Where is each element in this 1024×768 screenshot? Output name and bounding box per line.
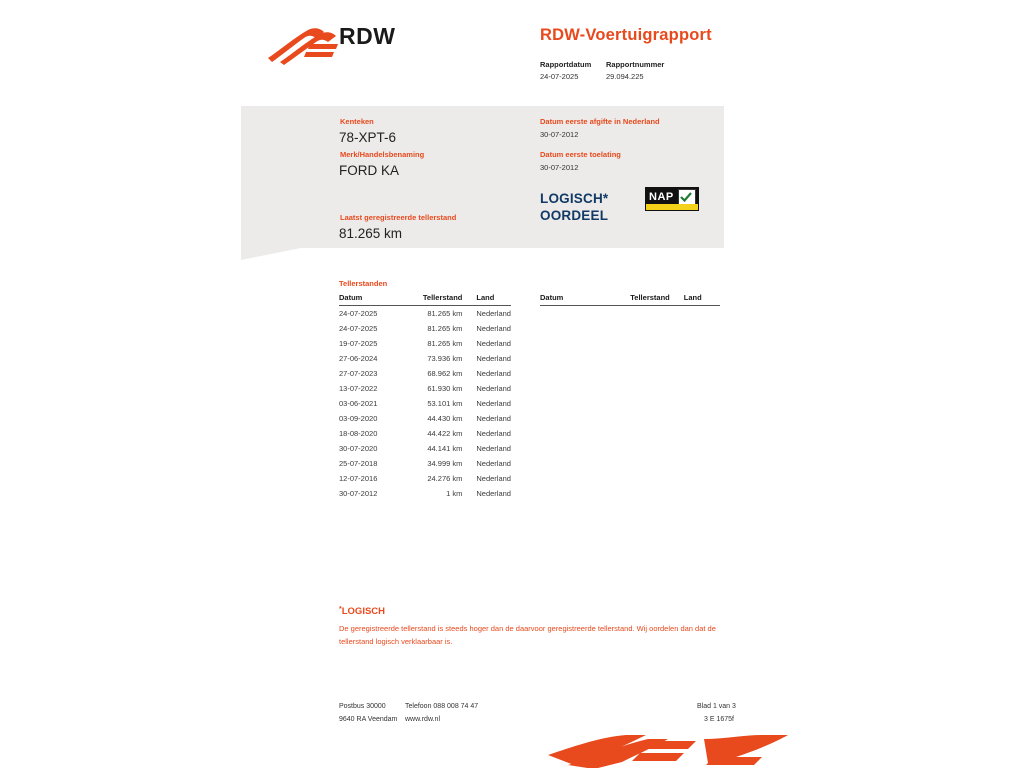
table-row — [339, 306, 511, 322]
cell-datum: 03-06-2021 — [339, 399, 378, 408]
table-row — [339, 321, 511, 336]
laatste-tellerstand-label: Laatst geregistreerde tellerstand — [340, 213, 457, 222]
summary-panel — [241, 106, 724, 248]
cell-datum: 24-07-2025 — [339, 324, 378, 333]
cell-land: Nederland — [476, 459, 511, 468]
footnote-star: * — [339, 606, 342, 613]
cell-tellerstand: 73.936 km — [427, 354, 463, 363]
tellerstanden-table-right — [540, 291, 720, 306]
rdw-arrow-logo-icon — [266, 24, 346, 68]
cell-datum: 27-07-2023 — [339, 369, 378, 378]
cell-datum: 19-07-2025 — [339, 339, 378, 348]
cell-datum: 18-08-2020 — [339, 429, 378, 438]
cell-land: Nederland — [476, 474, 511, 483]
column-header-land: Land — [462, 291, 511, 306]
footnote-title — [339, 606, 385, 617]
column-header-datum: Datum — [540, 291, 605, 306]
nap-badge-stripe — [646, 204, 698, 210]
cell-datum: 25-07-2018 — [339, 459, 378, 468]
table-header-row — [339, 291, 511, 306]
cell-datum: 03-09-2020 — [339, 414, 378, 423]
cell-tellerstand: 1 km — [446, 489, 463, 498]
cell-tellerstand: 34.999 km — [427, 459, 463, 468]
cell-tellerstand: 44.141 km — [427, 444, 463, 453]
footer-website[interactable]: www.rdw.nl — [405, 716, 441, 723]
cell-tellerstand: 81.265 km — [427, 309, 463, 318]
page-title: RDW-Voertuigrapport — [540, 26, 712, 44]
column-header-land: Land — [670, 291, 720, 306]
rapportnummer-value: 29.094.225 — [606, 72, 644, 81]
table-row — [339, 486, 511, 501]
rapportnummer-label: Rapportnummer — [606, 60, 665, 69]
cell-land: Nederland — [476, 309, 511, 318]
footnote-title-text: LOGISCH — [341, 606, 386, 617]
cell-land: Nederland — [476, 339, 511, 348]
cell-land: Nederland — [476, 384, 511, 393]
laatste-tellerstand-value: 81.265 km — [339, 226, 403, 241]
cell-tellerstand: 44.422 km — [427, 429, 463, 438]
cell-tellerstand: 81.265 km — [427, 324, 463, 333]
cell-land: Nederland — [476, 429, 511, 438]
cell-tellerstand: 53.101 km — [427, 399, 463, 408]
tellerstanden-title: Tellerstanden — [339, 279, 388, 288]
tellerstanden-table — [339, 291, 511, 501]
cell-land: Nederland — [476, 324, 511, 333]
cell-land: Nederland — [476, 399, 511, 408]
rapportdatum-value: 24-07-2025 — [540, 72, 579, 81]
eerste-toelating-label: Datum eerste toelating — [540, 150, 621, 159]
column-header-tellerstand: Tellerstand — [401, 291, 463, 306]
nap-badge — [645, 187, 699, 211]
table-row — [339, 351, 511, 366]
merk-label: Merk/Handelsbenaming — [340, 150, 425, 159]
eerste-afgifte-value: 30-07-2012 — [540, 130, 579, 139]
footer-address-line-1: Postbus 30000 — [339, 703, 386, 710]
kenteken-label: Kenteken — [340, 117, 374, 126]
footer-telephone: Telefoon 088 008 74 47 — [405, 703, 479, 710]
merk-value: FORD KA — [339, 163, 400, 178]
brand-name: RDW — [339, 23, 396, 49]
cell-land: Nederland — [476, 354, 511, 363]
cell-datum: 27-06-2024 — [339, 354, 378, 363]
table-row — [339, 456, 511, 471]
rdw-arrow-footer-graphic-icon — [548, 735, 788, 768]
footer-page-number: Blad 1 van 3 — [697, 703, 736, 710]
table-row — [339, 411, 511, 426]
table-row — [339, 381, 511, 396]
cell-tellerstand: 68.962 km — [427, 369, 463, 378]
cell-tellerstand: 61.930 km — [427, 384, 463, 393]
nap-badge-label: NAP — [649, 191, 674, 203]
cell-datum: 24-07-2025 — [339, 309, 378, 318]
cell-datum: 30-07-2012 — [339, 489, 378, 498]
eerste-afgifte-label: Datum eerste afgifte in Nederland — [540, 117, 660, 126]
footer-address-line-2: 9640 RA Veendam — [339, 716, 398, 723]
oordeel-text — [540, 190, 608, 224]
table-row — [339, 426, 511, 441]
cell-tellerstand: 44.430 km — [427, 414, 463, 423]
table-row — [339, 441, 511, 456]
footer-form-code: 3 E 1675f — [704, 716, 734, 723]
table-row — [339, 471, 511, 486]
rapportdatum-label: Rapportdatum — [540, 60, 592, 69]
cell-land: Nederland — [476, 489, 511, 498]
column-header-tellerstand: Tellerstand — [605, 291, 670, 306]
footnote-body: De geregistreerde tellerstand is steeds hoger dan de daarvoor geregistreerde tellerstand. Wij oordelen dan dat de tellerstand logisch verklaarbaar is. — [339, 624, 716, 646]
cell-datum: 30-07-2020 — [339, 444, 378, 453]
table-row — [339, 366, 511, 381]
cell-land: Nederland — [476, 414, 511, 423]
table-row — [339, 396, 511, 411]
eerste-toelating-value: 30-07-2012 — [540, 163, 579, 172]
cell-land: Nederland — [476, 444, 511, 453]
cell-tellerstand: 24.276 km — [427, 474, 463, 483]
kenteken-value: 78-XPT-6 — [339, 130, 397, 145]
oordeel-line-1: LOGISCH* — [540, 191, 609, 206]
column-header-datum: Datum — [339, 291, 401, 306]
summary-panel-notch — [241, 248, 301, 260]
oordeel-line-2: OORDEEL — [540, 208, 609, 223]
table-header-row — [540, 291, 720, 306]
table-row — [339, 336, 511, 351]
cell-datum: 13-07-2022 — [339, 384, 378, 393]
cell-datum: 12-07-2016 — [339, 474, 378, 483]
cell-land: Nederland — [476, 369, 511, 378]
cell-tellerstand: 81.265 km — [427, 339, 463, 348]
